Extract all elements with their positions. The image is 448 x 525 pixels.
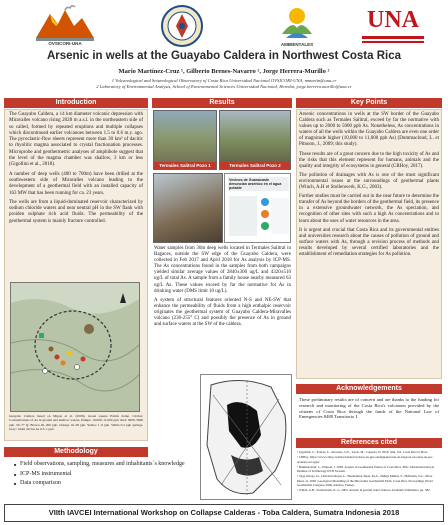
keypoints-text (299, 112, 439, 261)
methodology-heading: Methodology (4, 447, 148, 457)
results-text (154, 246, 291, 331)
una-logo (360, 4, 426, 46)
ovsicori-logo (32, 4, 98, 48)
structural-map (200, 374, 292, 500)
introduction-heading: Introduction (4, 98, 148, 108)
well-photo-2 (219, 110, 291, 170)
methodology-item-2: ■ ICP-MS instrumental (14, 471, 185, 479)
keypoint-5: It is urgent and crucial that Costa Rica and its governmental entities and universities research about the causes of pollution of ground and surface waters with As, through a revision process of methods and results developed by several certified laboratories and the establishment of remediation strategies for As pollution. (299, 227, 439, 257)
sampling-photo (153, 173, 223, 243)
results-paragraph-2: A system of structural features oriented N-S and NE-SW that enhance the permeability of fluids from a high enthalpic reservoir originates the geothermal system of Guayabo Caldera-Miravalles volcano (230-255° C) and possibly the presence of As in ground and surface waters at the SW of the caldera. (154, 297, 291, 328)
keypoint-4: Further studies must be carried out in the near future to determine the transfer of As beyond the borders of the geothermal field, its presence in a extensive groundwater network, the As speciation, and recognition of other sites with such a high As concentrations and to learn about the uses of water resources in the area. (299, 194, 439, 224)
ambientales-logo-text: AMBIENTALES (280, 42, 314, 47)
methodology-item-1: ■ Field observations, sampling, measures and inhabitants´s knowledge (14, 461, 185, 469)
introduction-text (9, 112, 143, 228)
references-heading: References cited (296, 438, 442, 448)
keypoint-2: These results are of a great concern due to the high toxicity of As and the risks that this element represent for humans, animals and the quality and integrity of ecosystems in general (CRHoy, 2017). (299, 151, 439, 169)
caldera-map (10, 282, 140, 412)
poster-authors: Mario Martínez-Cruz ¹, Gilberto Brenes-Navarro ², Jorge Herrera-Murillo ² (118, 68, 330, 75)
ambientales-logo (272, 2, 322, 50)
ovsicori-logo-text: OVSICORI-UNA (48, 41, 82, 46)
news-clipping (224, 173, 291, 243)
keypoints-heading: Key Points (296, 98, 442, 108)
reference-3: • Dummacloud, L., Pitnoon, J. 2009. Arsenic in Geothermal Waters of Costa Rica. MSc. Dissertation Royal Institute of Technology KTH Sweden. (297, 464, 435, 474)
una-logo-text: UNA (367, 7, 419, 33)
keypoint-3: The pollution of drainages with As is one of the most significant environmental issues at the surroundings of geothermal plants (Winch, A.H et Stollenwerk, K.G., 2003). (299, 172, 439, 191)
results-paragraph-1: Water samples from 30m deep wells located in Termales Salitral in Bagaces, outside the SW edge of the Guayabo Caldera, were collected in Feb 2017 and April 2018 for As analysis by ICP-MS. The As concentrations found in the samples from both campaigns yielded similar average values of 2840±300 ug/L and 4320±510 ug/L of total As. A sample from a family house nearby measured 63 ug/L As. These values exceed by far the normative for As in drinking water (DMS limit 10 ug/L). (154, 246, 291, 294)
affiliation-2: 2 Laboratory of Environmental Analysis, School of Environmental Sciences Universidad Nacional, Heredia, jorge.herrera.murillo@una.cr (96, 84, 352, 89)
references-list (297, 450, 438, 494)
methodology-list (14, 461, 185, 490)
well-photo-1-label: Termales Salitral Pozo 1 (154, 162, 216, 169)
methodology-item-3: ■ Data comparison (14, 480, 185, 488)
poster-title: Arsenic in wells at the Guayabo Caldera in Northwest Costa Rica (46, 50, 402, 62)
university-seal-logo (160, 4, 204, 48)
results-heading: Results (152, 98, 292, 108)
reference-1: • Gigollini, C., Toledo, T., Alvarado, G.E., Lucia, M., Coppola, D. 2018. Ann. Vol. Costa Rica la Piras. (297, 450, 428, 454)
well-photo-2-label: Termales Salitral Pozo 2 (220, 162, 290, 169)
conference-footer: VIIth IAVCEI International Workshop on Collapse Calderas - Toba Caldera, Sumatra Indonesia 2018 (4, 504, 444, 522)
acknowledgements-heading: Acknowledgements (296, 384, 442, 394)
intro-paragraph-3: The wells are from a liquid-dominated reservoir characterized by sodium chloride waters and near neutral pH in the SW flank with proiden sulphate rich acid fluids. The permeability of the geothermal system is mainly fracture controlled. (9, 199, 143, 224)
keypoint-1: Arsenic concentrations in wells at the SW border of the Guayabo Caldera such as Termales Salitral, exceed by far the normative with values up to 2000 to 5000 ppb As. Nonetheless, As concentrations in waters of all the wells within the Guayabo Caldera are even one order of magnitude higher (10,000 to 11,000 ppb As) (Dummacloud, L. et Pitnoon, J., 2009; this study). (299, 112, 439, 148)
news-headline: Vecinos de Guanacaste denuncian arsénico en el agua potable (229, 178, 282, 191)
intro-paragraph-2: A number of deep wells (400 to 700m) have been drilled at the southwestern side of Miravalles volcano leading to the development of a geothermal field with an installed capacity of 163 MW that has been running for ca. 23 years. (9, 171, 143, 196)
intro-paragraph-1: The Guayabo Caldera, a 14 km diameter volcanic depression with Miravalles volcano rising 2028 m a.s.l. in the northeastern side of so called, formed by repeated eruptions and multiple collapses which discontinued earlier volcanoes between 1.5 to 0.6 m.y. ago. The pyroclastic-flow sheets represent more than 30 km³ of dacitic to rhyolitic magma associated to crystal fractionation processes. Microprobe and geothermetric analyses of amphibole suggest that the level of the magma chamber was shallow, 3 km or less (Gigollini et al., 2018). (9, 112, 143, 168)
acknowledgements-text: These preliminary results are of concern and are thanks to the funding for research and monitoring of the Costa Rica's volcanoes provided by the citizens of Costa Rica through the funds of the National Law of Emergencies 8488 Transitorio I. (299, 397, 439, 420)
reference-2: • CRHoy. https://www.crhoy.com/nacionales/vecinos-en-gua-siedaguanacaste-en-bagaces-en-oleas-en-por-arsenico-en-agua/ (297, 455, 434, 464)
reference-4: • Vega Ortega, D., Chavarria Rojas, L., Barandiarai Tapia, M.A., Zúñiga Muñoz, F., Hofmann, S.G., Mora Pérez, O. 2006. Geological Modelling of the Miravalles Geothermal Field, Costa Rica. Proceedings World Geothermal Congress 2006, Antalya, Turkey. (297, 474, 433, 488)
map-caption: Guayabo Caldera based on Migon et al. (2006). Green square Edwin dome. Circles: Concentrations of As in ground and shallow waters. Pumps: 10,000–11,000 ppb. Red: 3000–5000 ppb. 50–77 Q: Brown 40–200 ppb. Orange 10–28 ppb. Yellow 1–9 ppb. White 0.2 ppb springs. Grey: white circles As 0.3–1 ppb (9, 414, 143, 432)
reference-5: • Winch, A.H., Stollenwerk, K. G. 2003. Arsenic in ground water. Kluwer Academic Publishers, pp. 582. (297, 488, 431, 493)
affiliation-1: 1 Volcanological and Seismological Observatory of Costa Rica Universidad Nacional OVSICORI-UNA, mmartin@una.cr (111, 78, 337, 83)
well-photo-1 (153, 110, 217, 170)
